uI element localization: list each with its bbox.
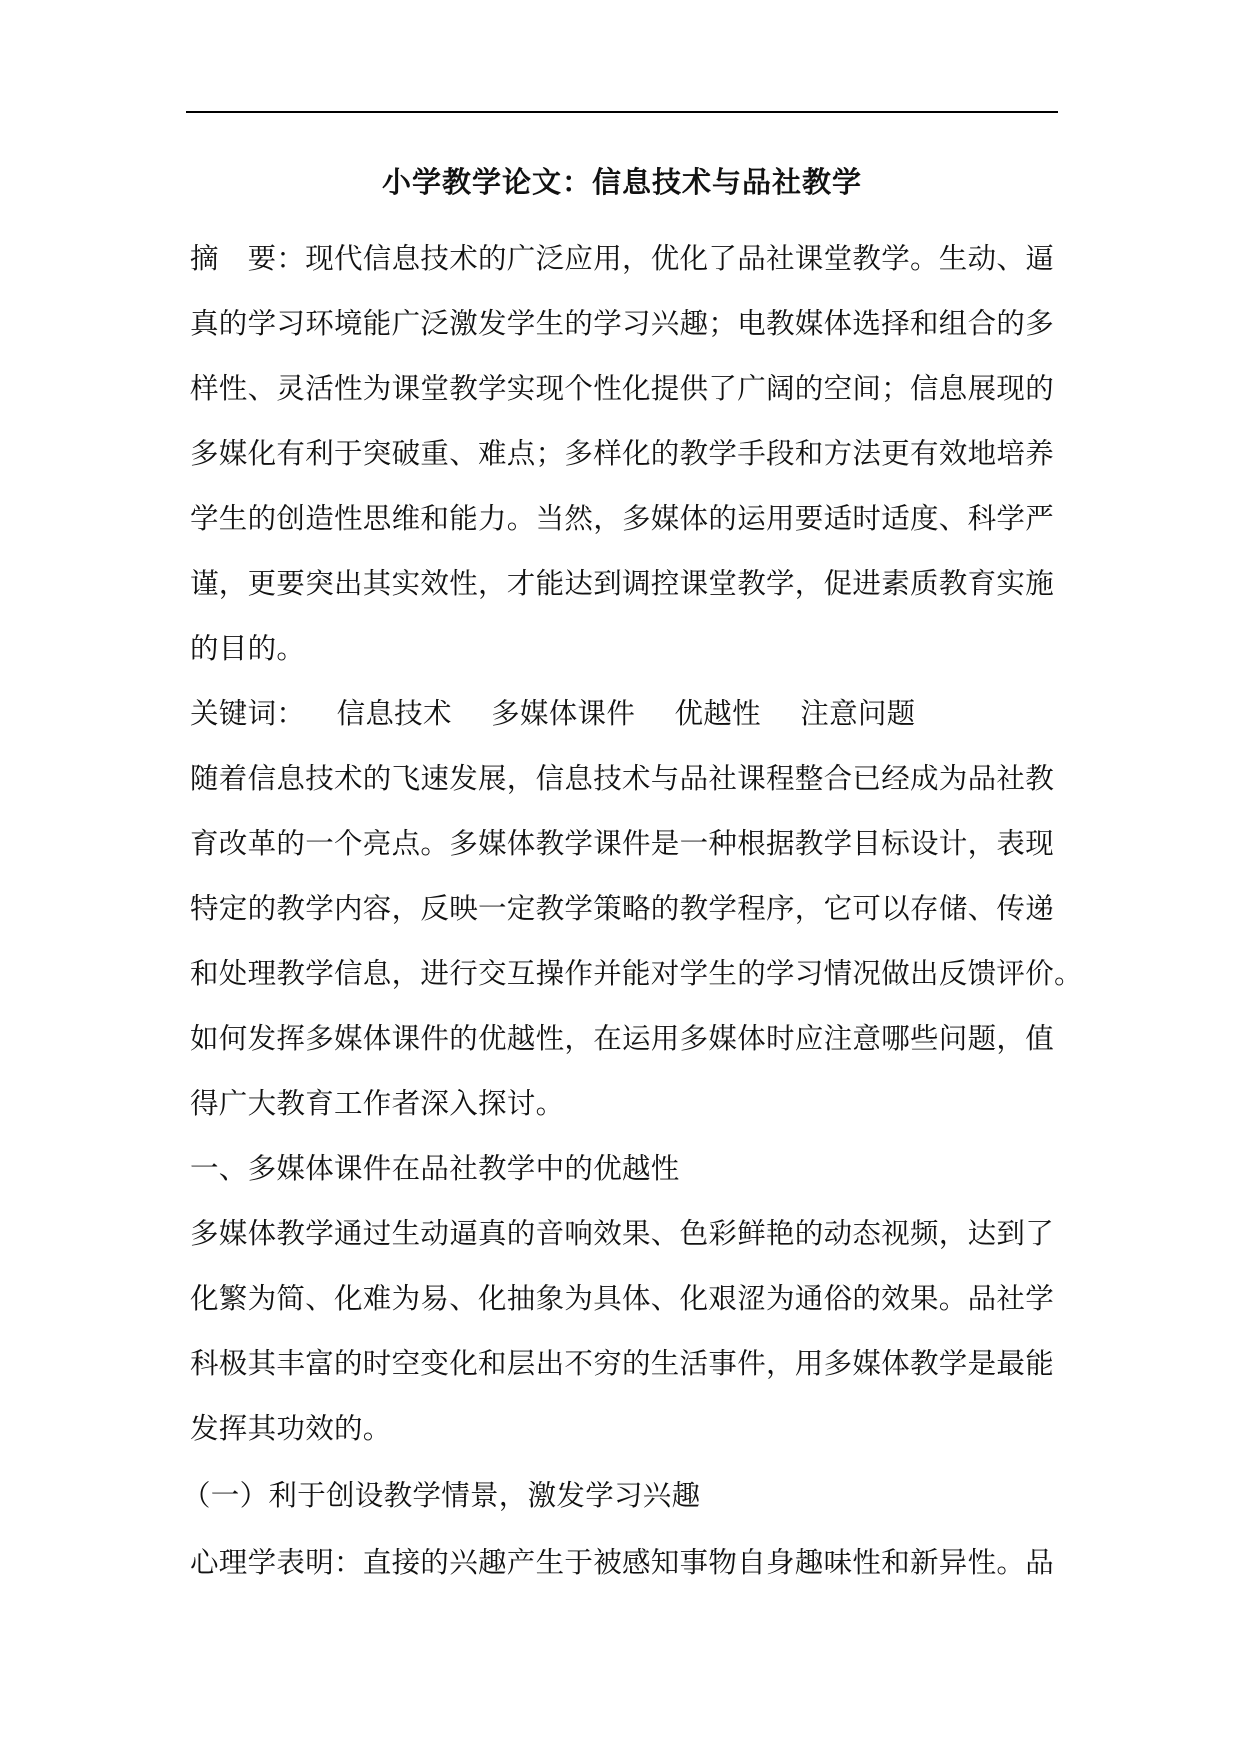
- intro-line: 和处理教学信息，进行交互操作并能对学生的学习情况做出反馈评价。: [190, 957, 1083, 990]
- keyword: 多媒体课件: [491, 697, 636, 730]
- keywords-label: 关键词：: [190, 697, 306, 730]
- header-rule: [186, 111, 1058, 113]
- section-line: 化繁为简、化难为易、化抽象为具体、化艰涩为通俗的效果。品社学: [190, 1282, 1055, 1315]
- section-line: 科极其丰富的时空变化和层出不穷的生活事件，用多媒体教学是最能: [190, 1347, 1055, 1380]
- intro-line: 随着信息技术的飞速发展，信息技术与品社课程整合已经成为品社教: [190, 762, 1055, 795]
- abstract-line: 学生的创造性思维和能力。当然，多媒体的运用要适时适度、科学严: [190, 502, 1055, 535]
- abstract-line: 样性、灵活性为课堂教学实现个性化提供了广阔的空间；信息展现的: [190, 372, 1055, 405]
- intro-line: 如何发挥多媒体课件的优越性，在运用多媒体时应注意哪些问题，值: [190, 1022, 1055, 1055]
- abstract-line: 谨，更要突出其实效性，才能达到调控课堂教学，促进素质教育实施: [190, 567, 1055, 600]
- section-heading: 一、多媒体课件在品社教学中的优越性: [190, 1152, 680, 1185]
- document-title: 小学教学论文：信息技术与品社教学: [381, 165, 862, 199]
- keyword: 优越性: [674, 697, 761, 730]
- keyword: 注意问题: [800, 697, 916, 730]
- keywords: [190, 691, 1070, 732]
- section-line: 多媒体教学通过生动逼真的音响效果、色彩鲜艳的动态视频，达到了: [190, 1217, 1055, 1250]
- keyword: 信息技术: [336, 697, 452, 730]
- abstract-line: 的目的。: [190, 632, 306, 665]
- abstract-line: 真的学习环境能广泛激发学生的学习兴趣；电教媒体选择和组合的多: [190, 307, 1055, 340]
- subsection-line: 心理学表明：直接的兴趣产生于被感知事物自身趣味性和新异性。品: [190, 1546, 1055, 1579]
- section-line: 发挥其功效的。: [190, 1412, 392, 1445]
- intro-line: 得广大教育工作者深入探讨。: [190, 1087, 565, 1120]
- abstract-line: 摘 要：现代信息技术的广泛应用，优化了品社课堂教学。生动、逼: [190, 242, 1055, 275]
- abstract-line: 多媒化有利于突破重、难点；多样化的教学手段和方法更有效地培养: [190, 437, 1055, 470]
- intro-line: 育改革的一个亮点。多媒体教学课件是一种根据教学目标设计，表现: [190, 827, 1055, 860]
- subsection-heading: （一）利于创设教学情景，激发学习兴趣: [182, 1479, 701, 1512]
- intro-line: 特定的教学内容，反映一定教学策略的教学程序，它可以存储、传递: [190, 892, 1055, 925]
